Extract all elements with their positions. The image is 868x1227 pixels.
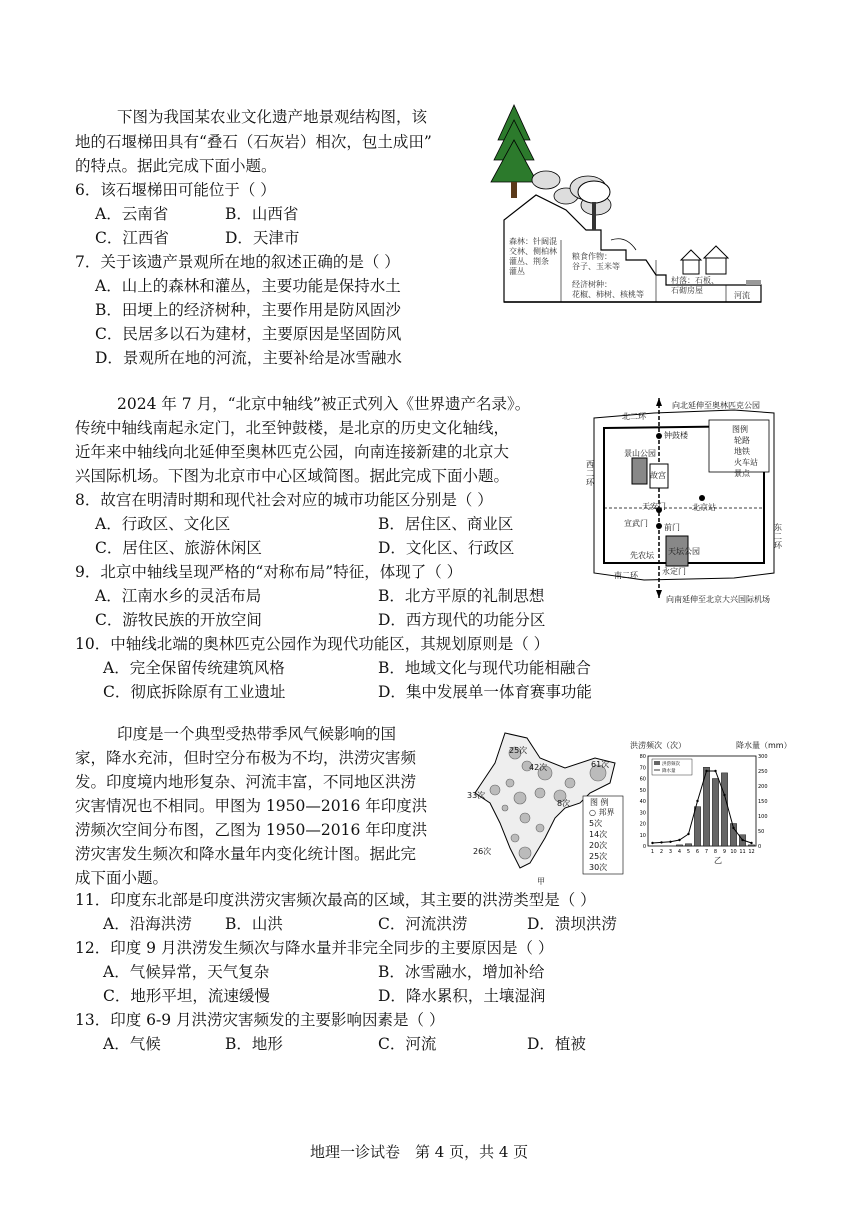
- line-rainfall: [653, 771, 752, 843]
- point-rainfall-5: [687, 833, 689, 835]
- beijing-map: [584, 398, 784, 606]
- q7-option-c: C．民居多以石为建材，主要原因是坚固防风: [95, 325, 402, 343]
- place-label: 永定门: [662, 567, 686, 576]
- left-tick-label: 50: [639, 787, 646, 794]
- q11-stem: 11．印度东北部是印度洪涝灾害频次最高的区域，其主要的洪涝类型是（ ）: [75, 891, 596, 909]
- point-rainfall-2: [660, 841, 662, 843]
- place-label: 天安门: [642, 502, 666, 511]
- q10-option-d: D．集中发展单一体育赛事功能: [378, 683, 592, 701]
- village-label-1: 村落：石板、: [671, 276, 719, 285]
- point-rainfall-10: [732, 827, 734, 829]
- q13-option-b: B．地形: [225, 1035, 283, 1053]
- s3-intro-line2: 家，降水充沛，但时空分布极为不均，洪涝灾害频: [75, 749, 417, 767]
- map-legend-item: 25次: [589, 852, 608, 861]
- s3-intro-line4: 灾害情况也不相同。甲图为 1950—2016 年印度洪: [75, 797, 428, 815]
- forest-label-1: 森林：针阔混: [509, 237, 557, 246]
- q11-option-d: D．溃坝洪涝: [527, 915, 617, 933]
- river-label: 河流: [734, 291, 750, 300]
- legend-label: 降水量: [662, 769, 676, 774]
- left-tick-label: 0: [642, 844, 646, 850]
- left-tick-label: 30: [639, 810, 646, 817]
- place-label: 钟鼓楼: [664, 431, 688, 440]
- x-tick-label: 4: [677, 849, 682, 855]
- map-legend-title: 图 例: [590, 798, 609, 807]
- place-label: 故宫: [650, 471, 666, 480]
- x-tick-label: 11: [739, 849, 746, 855]
- q10-option-b: B．地域文化与现代功能相融合: [378, 659, 591, 677]
- map-caption: 甲: [537, 877, 545, 886]
- point-rainfall-7: [705, 770, 707, 772]
- point-rainfall-6: [696, 800, 698, 802]
- legend-label: 洪涝频次: [662, 762, 680, 767]
- map-legend-item: 轮路: [734, 436, 750, 445]
- x-tick-label: 6: [695, 849, 700, 855]
- flood-count-label: 33次: [467, 791, 486, 800]
- x-tick-label: 1: [650, 849, 655, 855]
- s3-intro-line1: 印度是一个典型受热带季风气候影响的国: [117, 725, 397, 743]
- q9-stem: 9．北京中轴线呈现严格的“对称布局”特征，体现了（ ）: [75, 563, 463, 581]
- q11-option-b: B．山洪: [225, 915, 283, 933]
- right-tick-label: 250: [758, 769, 768, 775]
- q8-option-c: C．居住区、旅游休闲区: [95, 539, 262, 557]
- chart-caption: 乙: [714, 856, 722, 865]
- flood-rainfall-chart: [628, 740, 792, 868]
- flood-count-label: 25次: [509, 746, 528, 755]
- s3-intro-line7: 成下面小题。: [75, 869, 169, 887]
- s1-intro-line3: 的特点。据此完成下面小题。: [75, 157, 277, 175]
- left-tick-label: 10: [639, 832, 646, 839]
- x-tick-label: 2: [659, 849, 664, 855]
- q12-option-d: D．降水累积，土壤湿润: [378, 987, 546, 1005]
- q12-option-c: C．地形平坦，流速缓慢: [103, 987, 270, 1005]
- q7-stem: 7．关于该遗产景观所在地的叙述正确的是（ ）: [75, 253, 400, 271]
- q6-option-a: A．云南省: [95, 205, 169, 223]
- q13-stem: 13．印度 6-9 月洪涝灾害频发的主要影响因素是（ ）: [75, 1011, 445, 1029]
- map-legend-item: ○ 邦界: [589, 808, 615, 817]
- q6-option-d: D．天津市: [225, 229, 300, 247]
- map-legend-item: 20次: [589, 841, 608, 850]
- q8-option-b: B．居住区、商业区: [378, 515, 514, 533]
- economic-label-1: 经济树种：: [572, 280, 612, 289]
- legend-swatch-bar: [654, 761, 660, 765]
- q12-option-b: B．冰雪融水，增加补给: [378, 963, 545, 981]
- q9-option-d: D．西方现代的功能分区: [378, 611, 546, 629]
- x-tick-label: 9: [722, 849, 727, 855]
- left-tick-label: 40: [639, 799, 646, 805]
- bar-flood-9: [721, 773, 727, 846]
- q8-option-d: D．文化区、行政区: [378, 539, 515, 557]
- bar-flood-8: [712, 779, 718, 847]
- q10-stem: 10．中轴线北端的奥林匹克公园作为现代功能区，其规划原则是（ ）: [75, 635, 550, 653]
- bar-flood-4: [676, 845, 682, 846]
- q6-option-b: B．山西省: [225, 205, 299, 223]
- flood-count-label: 8次: [557, 799, 571, 808]
- q13-option-a: A．气候: [103, 1035, 161, 1053]
- flood-count-label: 42次: [529, 763, 548, 772]
- map-legend-item: 火车站: [734, 458, 758, 467]
- south-ext-label: 向南延伸至北京大兴国际机场: [666, 595, 770, 604]
- q9-option-b: B．北方平原的礼制思想: [378, 587, 545, 605]
- right-tick-label: 150: [758, 799, 768, 805]
- tree-icon: [491, 105, 537, 198]
- right-tick-label: 0: [758, 844, 762, 850]
- q9-option-c: C．游牧民族的开放空间: [95, 611, 262, 629]
- point-rainfall-12: [750, 842, 752, 844]
- map-legend-title: 图例: [732, 425, 748, 434]
- bar-flood-5: [685, 844, 691, 846]
- x-tick-label: 5: [686, 849, 691, 855]
- forest-label-4: 灌丛: [509, 267, 525, 276]
- left-tick-label: 20: [639, 821, 646, 828]
- q8-stem: 8．故宫在明清时期和现代社会对应的城市功能区分别是（ ）: [75, 491, 493, 509]
- crop-label-2: 谷子、玉米等: [572, 262, 620, 271]
- forest-label-3: 灌丛、荆条: [509, 257, 549, 266]
- point-rainfall-9: [723, 794, 725, 796]
- q7-option-d: D．景观所在地的河流，主要补给是冰雪融水: [95, 349, 402, 367]
- flood-count-label: 61次: [591, 760, 610, 769]
- point-rainfall-8: [714, 770, 716, 772]
- q13-option-c: C．河流: [378, 1035, 437, 1053]
- place-label: 天坛公园: [668, 547, 700, 556]
- place-label: 景山公园: [624, 449, 656, 458]
- point-rainfall-11: [741, 839, 743, 841]
- s3-intro-line3: 发。印度境内地形复杂、河流丰富，不同地区洪涝: [75, 773, 417, 791]
- s2-intro-line4: 兴国际机场。下图为北京市中心区域简图。据此完成下面小题。: [75, 467, 510, 485]
- flood-count-label: 26次: [473, 847, 492, 856]
- chart-plot: [628, 750, 778, 864]
- crop-label-1: 粮食作物：: [572, 252, 612, 261]
- point-rainfall-1: [651, 842, 653, 844]
- q6-stem: 6．该石堰梯田可能位于（ ）: [75, 181, 276, 199]
- map-legend-item: 景点: [734, 469, 750, 478]
- q11-option-a: A．沿海洪涝: [103, 915, 192, 933]
- s3-intro-line6: 涝灾害发生频次和降水量年内变化统计图。据此完: [75, 845, 417, 863]
- right-tick-label: 200: [758, 784, 768, 790]
- q12-option-a: A．气候异常，天气复杂: [103, 963, 270, 981]
- economic-label-2: 花椒、柿树、核桃等: [572, 290, 644, 299]
- left-tick-label: 70: [639, 765, 646, 772]
- q6-option-c: C．江西省: [95, 229, 169, 247]
- q12-stem: 12．印度 9 月洪涝发生频次与降水量并非完全同步的主要原因是（ ）: [75, 939, 554, 957]
- map-legend-item: 30次: [589, 863, 608, 872]
- point-rainfall-4: [678, 839, 680, 841]
- s3-intro-line5: 涝频次空间分布图，乙图为 1950—2016 年印度洪: [75, 821, 428, 839]
- place-label: 前门: [664, 523, 680, 532]
- q11-option-c: C．河流洪涝: [378, 915, 468, 933]
- landscape-figure: [476, 100, 766, 306]
- right-tick-label: 300: [758, 754, 768, 760]
- q9-option-a: A．江南水乡的灵活布局: [95, 587, 262, 605]
- x-tick-label: 10: [730, 849, 737, 855]
- map-legend-item: 14次: [589, 830, 608, 839]
- bar-flood-6: [694, 807, 700, 846]
- place-label: 北二环: [622, 412, 646, 421]
- x-tick-label: 3: [668, 849, 673, 855]
- place-label: 南二环: [614, 571, 638, 580]
- q7-option-b: B．田埂上的经济树种，主要作用是防风固沙: [95, 301, 401, 319]
- ring2-west-label: 西二环: [586, 460, 594, 487]
- x-tick-label: 7: [704, 849, 709, 855]
- q10-option-a: A．完全保留传统建筑风格: [103, 659, 285, 677]
- place-label: 先农坛: [630, 551, 654, 560]
- s1-intro-line2: 地的石堰梯田具有“叠石（石灰岩）相次，包土成田”: [75, 133, 432, 151]
- right-tick-label: 50: [758, 829, 765, 835]
- right-axis-label: 降水量（mm）: [736, 741, 792, 750]
- map-legend-item: 地铁: [734, 447, 750, 456]
- page-footer: 地理一诊试卷 第 4 页，共 4 页: [310, 1143, 529, 1161]
- s2-intro-line2: 传统中轴线南起永定门，北至钟鼓楼，是北京的历史文化轴线，: [75, 419, 510, 437]
- place-label: 宣武门: [624, 519, 648, 528]
- left-axis-label: 洪涝频次（次）: [630, 741, 686, 750]
- q13-option-d: D．植被: [527, 1035, 586, 1053]
- q8-option-a: A．行政区、文化区: [95, 515, 231, 533]
- forest-label-2: 交林、侧柏林: [509, 247, 557, 256]
- s1-intro-line1: 下图为我国某农业文化遗产地景观结构图，该: [117, 108, 428, 126]
- s2-intro-line3: 近年来中轴线向北延伸至奥林匹克公园，向南连接新建的北京大: [75, 443, 510, 461]
- left-tick-label: 80: [639, 754, 646, 760]
- left-tick-label: 60: [639, 776, 646, 783]
- village-label-2: 石砌房屋: [671, 286, 703, 295]
- bar-flood-12: [748, 845, 754, 846]
- q7-option-a: A．山上的森林和灌丛，主要功能是保持水土: [95, 277, 401, 295]
- point-rainfall-3: [669, 841, 671, 843]
- s2-intro-line1: 2024 年 7 月，“北京中轴线”被正式列入《世界遗产名录》。: [117, 395, 531, 413]
- x-tick-label: 12: [748, 849, 755, 855]
- house-icon: [681, 246, 728, 274]
- north-ext-label: 向北延伸至奥林匹克公园: [672, 401, 760, 410]
- ring2-east-label: 东二环: [774, 523, 782, 550]
- india-flood-map: [465, 728, 625, 886]
- map-legend-item: 5次: [589, 819, 603, 828]
- x-tick-label: 8: [713, 849, 718, 855]
- q10-option-c: C．彻底拆除原有工业遗址: [103, 683, 286, 701]
- right-tick-label: 100: [758, 814, 768, 820]
- place-label: 北京站: [692, 503, 716, 512]
